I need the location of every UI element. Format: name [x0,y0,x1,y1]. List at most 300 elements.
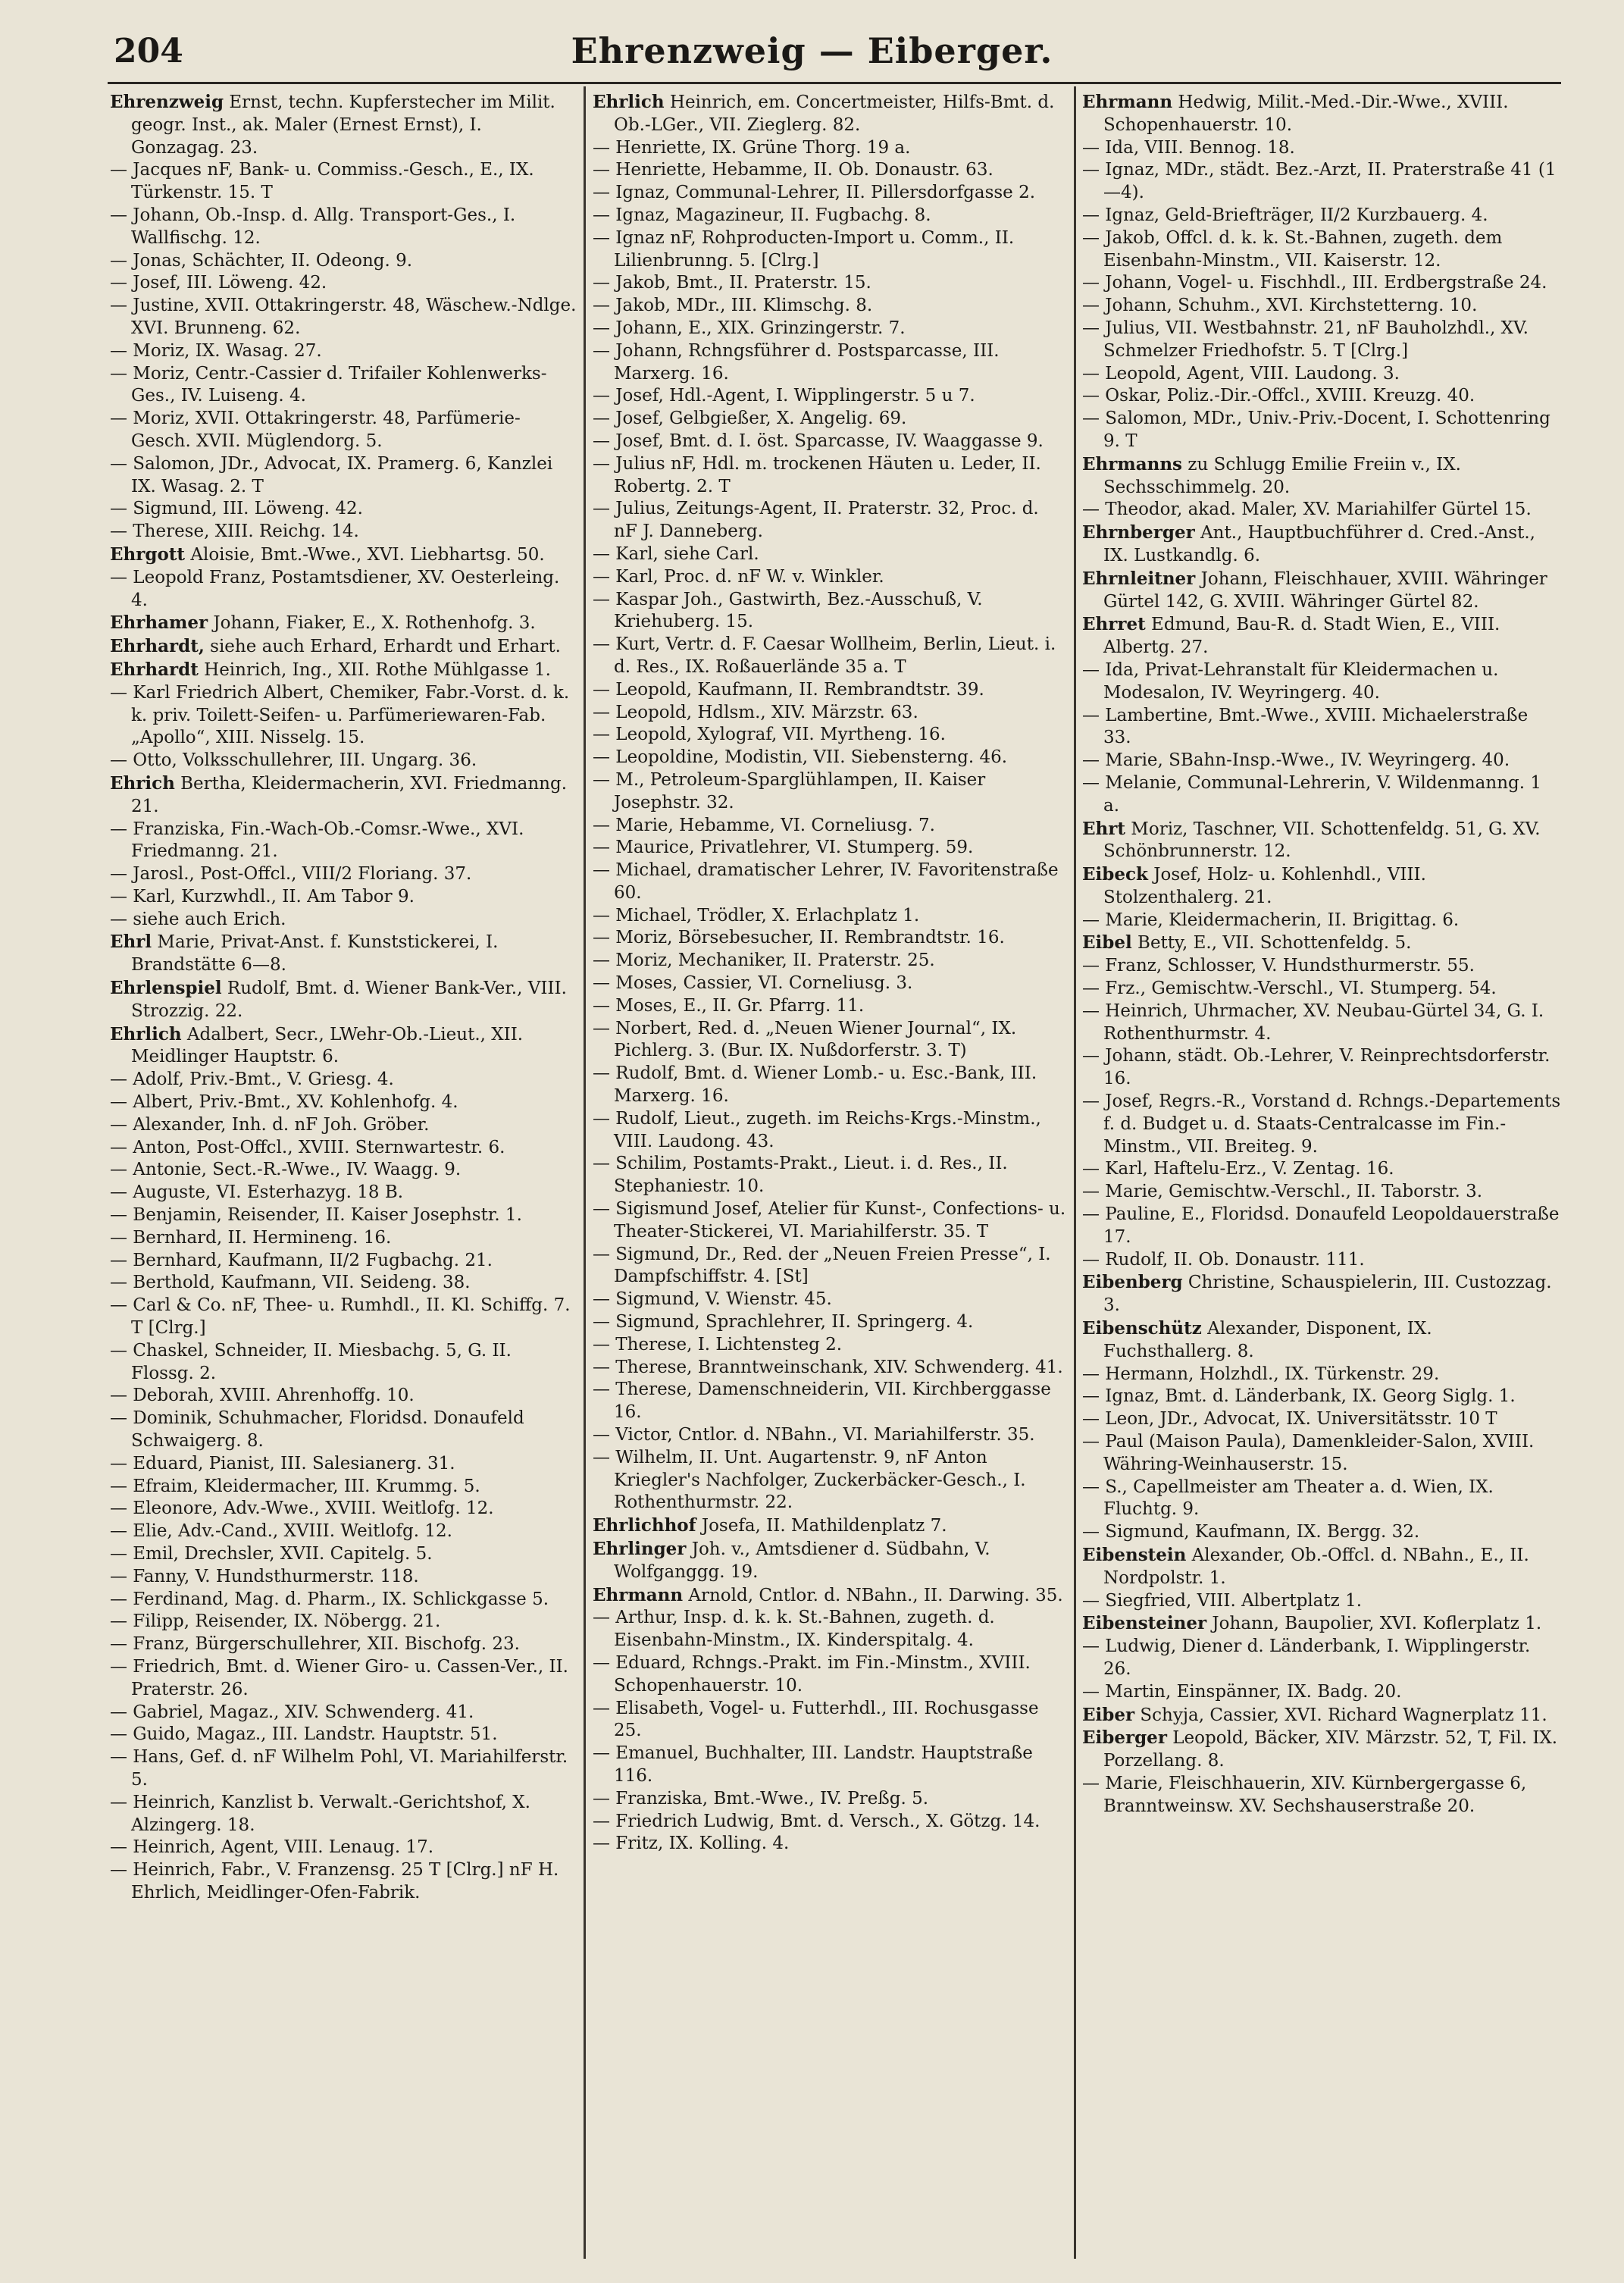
directory-entry [110,1724,577,1746]
entry-surname: Eibenstein [1082,1545,1187,1565]
directory-entry [110,1159,577,1182]
directory-entry [593,1788,1067,1811]
directory-entry [593,566,1067,589]
entry-text: — Friedrich Ludwig, Bmt. d. Versch., X. Götzg. 14. [593,1811,1040,1831]
entry-text: — Sigismund Josef, Atelier für Kunst-, Confections- u. Theater-Stickerei, VI. Mariahilferstr. 35. T [593,1199,1066,1242]
entry-text: — Ignaz, Magazineur, II. Fugbachg. 8. [593,205,931,225]
entry-text: — Jonas, Schächter, II. Odeong. 9. [110,250,413,271]
directory-entry [593,860,1067,905]
entry-text: — Josef, III. Löweng. 42. [110,273,327,293]
directory-entry [110,340,577,363]
entry-surname: Ehrnberger [1082,522,1195,543]
column-divider [1074,86,1076,2259]
directory-entry [1082,818,1561,864]
directory-entry [110,295,577,340]
entry-text: — Johann, Ob.-Insp. d. Allg. Transport-Ges., I. Wallfischg. 12. [110,205,516,248]
directory-entry [110,205,577,250]
entry-text: — Heinrich, Fabr., V. Franzensg. 25 T [Clrg.] nF H. Ehrlich, Meidlinger-Ofen-Fabrik. [110,1860,559,1902]
entry-text: — Theodor, akad. Maler, XV. Mariahilfer Gürtel 15. [1082,500,1532,520]
column-divider [584,86,586,2259]
directory-entry [110,1837,577,1859]
entry-text: — Bernhard, Kaufmann, II/2 Fugbachg. 21. [110,1250,493,1270]
entry-surname: Ehrmann [593,1584,684,1605]
entry-text: Johann, Baupolier, XVI. Koflerplatz 1. [1206,1614,1542,1634]
entry-text: — Ludwig, Diener d. Länderbank, I. Wipplingerstr. 26. [1082,1636,1531,1679]
entry-text: — Victor, Cntlor. d. NBahn., VI. Mariahilferstr. 35. [593,1425,1035,1445]
entry-text: Heinrich, em. Concertmeister, Hilfs-Bmt. d. Ob.-LGer., VII. Zieglerg. 82. [614,92,1055,135]
directory-entry [593,995,1067,1018]
entry-text: — Johann, Schuhm., XVI. Kirchstetterng. 10. [1082,296,1478,316]
entry-text: — Guido, Magaz., III. Landstr. Hauptstr. 51. [110,1724,498,1745]
directory-entry [110,772,577,819]
entry-text: — Karl, Kurzwhdl., II. Am Tabor 9. [110,886,415,907]
entry-surname: Ehrlenspiel [110,978,222,999]
entry-text: — Antonie, Sect.-R.-Wwe., IV. Waagg. 9. [110,1160,462,1180]
directory-entry [1082,978,1561,1001]
directory-entry [110,1498,577,1520]
directory-entry [110,635,577,659]
directory-entry [110,1272,577,1295]
entry-text: — Siegfried, VIII. Albertplatz 1. [1082,1590,1363,1611]
entry-text: — Pauline, E., Floridsd. Donaufeld Leopoldauerstraße 17. [1082,1204,1560,1247]
directory-entry [593,1514,1067,1538]
page-number: 204 [114,32,183,70]
entry-text: — Jakob, Offcl. d. k. k. St.-Bahnen, zugeth. dem Eisenbahn-Minstm., VII. Kaiserstr. 12. [1082,227,1503,271]
entry-text: — Sigmund, Sprachlehrer, II. Springerg. 4. [593,1312,974,1333]
entry-text: — Wilhelm, II. Unt. Augartenstr. 9, nF Anton Kriegler's Nachfolger, Zuckerbäcker-Gesch., I. Rothenthurmstr. 22. [593,1447,1026,1513]
directory-entry [110,977,577,1023]
directory-entry [1082,1521,1561,1544]
entry-text: — Emil, Drechsler, XVII. Capitelg. 5. [110,1544,433,1564]
entry-text: — Elie, Adv.-Cand., XVIII. Weitlofg. 12. [110,1521,452,1542]
entry-text: — Ignaz, Bmt. d. Länderbank, IX. Georg Siglg. 1. [1082,1386,1516,1407]
directory-entry [110,91,577,159]
directory-entry [593,498,1067,543]
entry-text: — Josef, Gelbgießer, X. Angelig. 69. [593,409,907,429]
entry-surname: Ehrlich [110,1023,182,1044]
entry-text: — Kaspar Joh., Gastwirth, Bez.-Ausschuß, V. Kriehuberg. 15. [593,589,983,632]
entry-text: — Josef, Regrs.-R., Vorstand d. Rchngs.-Departements f. d. Budget u. d. Staats-Centralcasse im Fin.-Minstm., VII. Breiteg. 9. [1082,1091,1561,1157]
entry-text: Adalbert, Secr., LWehr-Ob.-Lieut., XII. Meidlinger Hauptstr. 6. [131,1024,524,1067]
directory-entry [1082,521,1561,568]
directory-entry [593,91,1067,137]
entry-text: siehe auch Erhard, Erhardt und Erhart. [204,637,561,657]
entry-text: — Eleonore, Adv.-Wwe., XVIII. Weitlofg. 12. [110,1499,494,1519]
directory-entry [110,819,577,864]
directory-entry [1082,910,1561,932]
entry-surname: Eibensteiner [1082,1613,1207,1634]
entry-text: — Sigmund, III. Löweng. 42. [110,499,363,519]
entry-text: — Benjamin, Reisender, II. Kaiser Josephstr. 1. [110,1205,522,1226]
directory-entry [110,1633,577,1656]
directory-entry [110,863,577,886]
directory-entry [593,1108,1067,1154]
entry-text: — Martin, Einspänner, IX. Badg. 20. [1082,1681,1402,1702]
directory-entry [110,408,577,453]
directory-entry [593,1244,1067,1289]
entry-text: — Johann, städt. Ob.-Lehrer, V. Reinprechtsdorferstr. 16. [1082,1046,1550,1089]
directory-entry [593,137,1067,160]
directory-entry [593,1289,1067,1311]
entry-text: — Sigmund, V. Wienstr. 45. [593,1289,832,1310]
entry-text: — Carl & Co. nF, Thee- u. Rumhdl., II. Kl. Schiffg. 7. T [Clrg.] [110,1295,571,1339]
directory-entry [110,1746,577,1792]
directory-entry [593,159,1067,182]
entry-text: Josef, Holz- u. Kohlenhdl., VIII. Stolzenthalerg. 21. [1103,865,1426,907]
entry-text: — Leopold, Agent, VIII. Laudong. 3. [1082,363,1400,384]
entry-surname: Ehrnleitner [1082,568,1196,589]
directory-entry [1082,363,1561,386]
directory-entry [1082,863,1561,910]
entry-text: — Jarosl., Post-Offcl., VIII/2 Floriang. 37. [110,864,472,885]
entry-text: — Jakob, Bmt., II. Praterstr. 15. [593,273,871,293]
entry-text: — Therese, Branntweinschank, XIV. Schwenderg. 41. [593,1357,1063,1377]
directory-entry [1082,1477,1561,1522]
directory-entry [110,1476,577,1499]
entry-text: — Frz., Gemischtw.-Verschl., VI. Stumperg. 54. [1082,979,1497,999]
entry-text: — Therese, Damenschneiderin, VII. Kirchberggasse 16. [593,1380,1051,1423]
entry-text: — Maurice, Privatlehrer, VI. Stumperg. 59. [593,838,974,858]
entry-text: — Lambertine, Bmt.-Wwe., XVIII. Michaelerstraße 33. [1082,705,1529,748]
entry-text: — Johann, E., XIX. Grinzingerstr. 7. [593,318,906,338]
entry-text: — Henriette, Hebamme, II. Ob. Donaustr. 63. [593,160,993,180]
directory-entry [593,634,1067,679]
directory-entry [1082,1386,1561,1408]
directory-entry [110,1656,577,1702]
entry-text: — Chaskel, Schneider, II. Miesbachg. 5, G. II. Flossg. 2. [110,1340,512,1383]
directory-entry [1082,1364,1561,1386]
directory-entry [110,1250,577,1273]
directory-entry [110,750,577,772]
directory-entry [1082,1204,1561,1249]
directory-entry [110,1611,577,1633]
directory-entry [110,1091,577,1114]
directory-entry [593,837,1067,860]
directory-entry [1082,1091,1561,1158]
entry-text: — Adolf, Priv.-Bmt., V. Griesg. 4. [110,1069,394,1090]
entry-text: — Moriz, IX. Wasag. 27. [110,340,322,361]
directory-entry [593,543,1067,566]
directory-entry [1082,1590,1561,1613]
entry-text: — M., Petroleum-Sparglühlampen, II. Kaiser Josephstr. 32. [593,769,986,813]
directory-entry [1082,750,1561,772]
directory-entry [1082,568,1561,614]
directory-entry [593,1447,1067,1514]
directory-entry [593,227,1067,273]
entry-text: Christine, Schauspielerin, III. Custozzag. 3. [1103,1273,1552,1316]
directory-entry [110,1227,577,1250]
entry-surname: Ehrlinger [593,1539,687,1559]
entry-text: — Norbert, Red. d. „Neuen Wiener Journal“, IX. Pichlerg. 3. (Bur. IX. Nußdorferstr. 3. T) [593,1018,1017,1061]
entry-text: — Alexander, Inh. d. nF Joh. Gröber. [110,1114,430,1135]
directory-entry [110,363,577,409]
directory-entry [593,1063,1067,1108]
entry-text: — Rudolf, Lieut., zugeth. im Reichs-Krgs.-Minstm., VIII. Laudong. 43. [593,1108,1041,1151]
entry-text: Josefa, II. Mathildenplatz 7. [696,1516,947,1536]
entry-text: — Franziska, Bmt.-Wwe., IV. Preßg. 5. [593,1788,929,1809]
entry-surname: Ehrhamer [110,612,208,634]
directory-entry [593,927,1067,950]
directory-entry [1082,205,1561,227]
directory-entry [593,1698,1067,1743]
directory-entry [110,543,577,567]
directory-entry [593,205,1067,227]
directory-entry [593,1357,1067,1380]
directory-entry [110,1792,577,1837]
entry-text: — Fritz, IX. Kolling. 4. [593,1834,790,1854]
directory-entry [593,340,1067,386]
entry-text: — Schilim, Postamts-Prakt., Lieut. i. d. Res., II. Stephaniestr. 10. [593,1154,1008,1197]
entry-text: — Josef, Bmt. d. I. öst. Sparcasse, IV. Waaggasse 9. [593,431,1044,451]
directory-entry [1082,295,1561,318]
directory-entry [110,1114,577,1137]
directory-entry [1082,1681,1561,1704]
entry-surname: Eiber [1082,1704,1135,1725]
directory-entry [110,1543,577,1566]
entry-text: — Leopoldine, Modistin, VII. Siebensterng. 46. [593,747,1008,768]
entry-text: — S., Capellmeister am Theater a. d. Wien, IX. Fluchtg. 9. [1082,1477,1494,1520]
entry-surname: Eibel [1082,932,1132,954]
directory-entry [110,612,577,635]
entry-text: — Moriz, XVII. Ottakringerstr. 48, Parfümerie-Gesch. XVII. Müglendorg. 5. [110,409,521,451]
entry-text: — Marie, Gemischtw.-Verschl., II. Taborstr. 3. [1082,1182,1483,1202]
entry-text: Schyja, Cassier, XVI. Richard Wagnerplatz 11. [1134,1705,1547,1725]
directory-entry [593,1538,1067,1584]
entry-text: — Karl, Haftelu-Erz., V. Zentag. 16. [1082,1159,1394,1179]
entry-text: — Eduard, Pianist, III. Salesianerg. 31. [110,1453,455,1473]
entry-text: Joh. v., Amtsdiener d. Südbahn, V. Wolfganggg. 19. [614,1539,990,1582]
directory-entry [1082,1773,1561,1818]
directory-entry [593,1018,1067,1063]
entry-text: — Karl Friedrich Albert, Chemiker, Fabr.-Vorst. d. k. k. priv. Toilett-Seifen- u. Parfümeriewaren-Fab. „Apollo“, XIII. Nisselg. 15. [110,682,570,748]
directory-entry [1082,613,1561,659]
entry-text: — Salomon, JDr., Advocat, IX. Pramerg. 6, Kanzlei IX. Wasag. 2. T [110,453,553,496]
entry-text: — Arthur, Insp. d. k. k. St.-Bahnen, zugeth. d. Eisenbahn-Minstm., IX. Kinderspitalg. 4. [593,1608,995,1651]
entry-text: — Paul (Maison Paula), Damenkleider-Salon, XVIII. Währing-Weinhauserstr. 15. [1082,1432,1535,1474]
entry-text: — Heinrich, Kanzlist b. Verwalt.-Gerichtshof, X. Alzingerg. 18. [110,1792,530,1835]
directory-entry [1082,659,1561,705]
entry-text: Ernst, techn. Kupferstecher im Milit. geogr. Inst., ak. Maler (Ernest Ernst), I. Gonzagag. 23. [131,92,555,158]
entry-text: — Melanie, Communal-Lehrerin, V. Wildenmanng. 1 a. [1082,772,1541,816]
directory-entry [110,1295,577,1340]
directory-entry [110,1385,577,1408]
entry-text: — Oskar, Poliz.-Dir.-Offcl., XVIII. Kreuzg. 40. [1082,386,1475,406]
entry-text: — Marie, Kleidermacherin, II. Brigittag. 6. [1082,910,1460,930]
directory-entry [593,272,1067,295]
entry-text: — Ignaz, MDr., städt. Bez.-Arzt, II. Praterstraße 41 (1—4). [1082,160,1557,203]
entry-text: — Auguste, VI. Esterhazyg. 18 B. [110,1182,404,1203]
directory-entry [110,909,577,932]
directory-entry [110,1069,577,1091]
entry-text: Johann, Fleischhauer, XVIII. Währinger Gürtel 142, G. XVIII. Währinger Gürtel 82. [1103,568,1547,612]
column-1 [110,91,577,2259]
entry-text: — Bernhard, II. Hermineng. 16. [110,1227,392,1248]
directory-entry [593,1198,1067,1244]
directory-entry [593,318,1067,340]
directory-entry [110,1453,577,1476]
entry-text: — Moriz, Mechaniker, II. Praterstr. 25. [593,950,935,971]
directory-entry [1082,499,1561,521]
entry-text: — Ignaz, Communal-Lehrer, II. Pillersdorfgasse 2. [593,183,1036,203]
directory-entry [1082,1612,1561,1636]
directory-entry [593,589,1067,634]
directory-entry [1082,1001,1561,1046]
entry-text: — Heinrich, Agent, VIII. Lenaug. 17. [110,1837,434,1858]
directory-entry [110,1702,577,1724]
entry-text: — Moses, Cassier, VI. Corneliusg. 3. [593,973,913,994]
directory-entry [110,250,577,273]
entry-surname: Eibeck [1082,864,1148,885]
directory-entry [593,295,1067,318]
entry-text: — Otto, Volksschullehrer, III. Ungarg. 36. [110,750,477,771]
entry-text: — Dominik, Schuhmacher, Floridsd. Donaufeld Schwaigerg. 8. [110,1408,524,1452]
directory-entry [110,682,577,750]
entry-text: — Jakob, MDr., III. Klimschg. 8. [593,296,873,316]
entry-text: — Rudolf, Bmt. d. Wiener Lomb.- u. Esc.-Bank, III. Marxerg. 16. [593,1063,1037,1107]
entry-text: Moriz, Taschner, VII. Schottenfeldg. 51, G. XV. Schönbrunnerstr. 12. [1103,819,1541,862]
directory-entry [593,1153,1067,1198]
directory-entry [110,1023,577,1069]
directory-entry [1082,1249,1561,1272]
directory-entry [1082,1636,1561,1681]
entry-text: — Friedrich, Bmt. d. Wiener Giro- u. Cassen-Ver., II. Praterstr. 26. [110,1656,568,1699]
directory-entry [110,886,577,909]
directory-entry [1082,91,1561,137]
directory-entry [110,1589,577,1611]
directory-entry [1082,318,1561,363]
entry-text: — Franz, Schlosser, V. Hundsthurmerstr. 55. [1082,956,1475,976]
column-3 [1082,91,1561,2259]
entry-text: — Elisabeth, Vogel- u. Futterhdl., III. Rochusgasse 25. [593,1698,1039,1741]
directory-entry [593,1652,1067,1698]
entry-text: zu Schlugg Emilie Freiin v., IX. Sechsschimmelg. 20. [1103,454,1461,497]
directory-entry [1082,1045,1561,1091]
entry-surname: Ehrich [110,772,175,794]
directory-entry [1082,1158,1561,1181]
entry-text: Rudolf, Bmt. d. Wiener Bank-Ver., VIII. Strozzig. 22. [131,979,567,1021]
directory-entry [1082,408,1561,453]
entry-text: — Ida, VIII. Bennog. 18. [1082,137,1295,158]
entry-text: — Ignaz nF, Rohproducten-Import u. Comm., II. Lilienbrunng. 5. [Clrg.] [593,227,1015,271]
directory-entry [110,931,577,977]
entry-surname: Ehrhardt [110,659,199,680]
directory-entry [110,521,577,543]
entry-text: — Henriette, IX. Grüne Thorg. 19 a. [593,137,911,158]
entry-text: Aloisie, Bmt.-Wwe., XVI. Liebhartsg. 50. [185,544,545,565]
directory-entry [1082,453,1561,500]
directory-entry [110,1408,577,1453]
entry-text: — Heinrich, Uhrmacher, XV. Neubau-Gürtel 34, G. I. Rothenthurmstr. 4. [1082,1001,1544,1044]
entry-text: — Julius, VII. Westbahnstr. 21, nF Bauholzhdl., XV. Schmelzer Friedhofstr. 5. T [Clrg.] [1082,318,1529,361]
entry-text: — Sigmund, Dr., Red. der „Neuen Freien Presse“, I. Dampfschiffstr. 4. [St] [593,1244,1051,1287]
directory-entry [110,659,577,682]
directory-entry [1082,772,1561,818]
entry-text: — Moses, E., II. Gr. Pfarrg. 11. [593,995,865,1016]
entry-text: — Justine, XVII. Ottakringerstr. 48, Wäschew.-Ndlge. XVI. Brunneng. 62. [110,296,577,338]
directory-entry [110,159,577,205]
entry-surname: Ehrl [110,932,152,953]
directory-entry [1082,272,1561,295]
entry-surname: Ehrt [1082,818,1125,839]
entry-text: Heinrich, Ing., XII. Rothe Mühlgasse 1. [198,659,551,680]
entry-text: — Rudolf, II. Ob. Donaustr. 111. [1082,1249,1365,1270]
directory-entry [593,1743,1067,1788]
directory-entry [593,1311,1067,1334]
directory-entry [110,498,577,521]
directory-entry [593,1607,1067,1652]
entry-text: — Karl, Proc. d. nF W. v. Winkler. [593,566,884,587]
directory-entry [1082,1727,1561,1773]
entry-text: — Marie, SBahn-Insp.-Wwe., IV. Weyringerg. 40. [1082,750,1510,771]
directory-entry [110,1859,577,1905]
entry-text: — Josef, Hdl.-Agent, I. Wipplingerstr. 5 u 7. [593,386,975,406]
directory-entry [593,769,1067,815]
entry-text: — Marie, Hebamme, VI. Corneliusg. 7. [593,815,935,835]
directory-entry [593,453,1067,499]
directory-entry [593,1833,1067,1856]
entry-text: Ant., Hauptbuchführer d. Cred.-Anst., IX. Lustkandlg. 6. [1103,523,1535,565]
entry-text: Hedwig, Milit.-Med.-Dir.-Wwe., XVIII. Schopenhauerstr. 10. [1103,92,1509,135]
entry-text: — Hans, Gef. d. nF Wilhelm Pohl, VI. Mariahilferstr. 5. [110,1747,568,1790]
entry-text: Arnold, Cntlor. d. NBahn., II. Darwing. 35. [683,1585,1063,1605]
directory-entry [110,1204,577,1227]
entry-text: — Johann, Rchngsführer d. Postsparcasse, III. Marxerg. 16. [593,340,1000,384]
directory-entry [593,1379,1067,1424]
entry-text: — Emanuel, Buchhalter, III. Landstr. Hauptstraße 116. [593,1743,1033,1786]
entry-text: — Leopold Franz, Postamtsdiener, XV. Oesterleing. 4. [110,567,560,610]
running-title: Ehrenzweig — Eiberger. [571,30,1053,71]
entry-text: — Anton, Post-Offcl., XVIII. Sternwartestr. 6. [110,1137,505,1157]
entry-text: — Efraim, Kleidermacher, III. Krummg. 5. [110,1476,480,1496]
entry-surname: Ehrmanns [1082,453,1183,474]
entry-text: — Leopold, Kaufmann, II. Rembrandtstr. 39. [593,679,984,700]
directory-entry [1082,385,1561,408]
directory-entry [593,747,1067,769]
directory-entry [593,182,1067,205]
directory-entry [110,272,577,295]
directory-entry [593,950,1067,972]
column-2 [593,91,1067,2259]
entry-surname: Ehrmann [1082,92,1173,112]
entry-text: — Leopold, Xylograf, VII. Myrtheng. 16. [593,725,946,745]
entry-text: — Sigmund, Kaufmann, IX. Bergg. 32. [1082,1522,1420,1542]
directory-entry [1082,1431,1561,1477]
entry-surname: Eibenschütz [1082,1318,1202,1339]
directory-entry [593,679,1067,702]
entry-text: — Moriz, Centr.-Cassier d. Trifailer Kohlenwerks-Ges., IV. Luiseng. 4. [110,363,547,406]
entry-surname: Ehrlich [593,92,665,112]
entry-text: — Kurt, Vertr. d. F. Caesar Wollheim, Berlin, Lieut. i. d. Res., IX. Roßauerlände 35 a. T [593,634,1056,677]
directory-entry [1082,1317,1561,1364]
entry-surname: Eiberger [1082,1727,1167,1749]
entry-surname: Ehrlichhof [593,1515,696,1536]
entry-text: — Michael, Trödler, X. Erlachplatz 1. [593,905,920,925]
directory-entry [1082,227,1561,273]
entry-text: — Franziska, Fin.-Wach-Ob.-Comsr.-Wwe., XVI. Friedmanng. 21. [110,819,524,862]
entry-surname: Ehrhardt, [110,636,205,657]
entry-text: — Franz, Bürgerschullehrer, XII. Bischofg. 23. [110,1634,520,1655]
directory-entry [593,1811,1067,1834]
directory-entry [110,1566,577,1589]
entry-text: — Eduard, Rchngs.-Prakt. im Fin.-Minstm., XVIII. Schopenhauerstr. 10. [593,1652,1031,1696]
directory-entry [1082,159,1561,205]
directory-entry [1082,1271,1561,1317]
entry-text: — Filipp, Reisender, IX. Nöbergg. 21. [110,1611,441,1632]
entry-surname: Ehrenzweig [110,92,224,112]
directory-entry [110,1520,577,1543]
directory-entry [110,1137,577,1160]
directory-entry [1082,137,1561,160]
